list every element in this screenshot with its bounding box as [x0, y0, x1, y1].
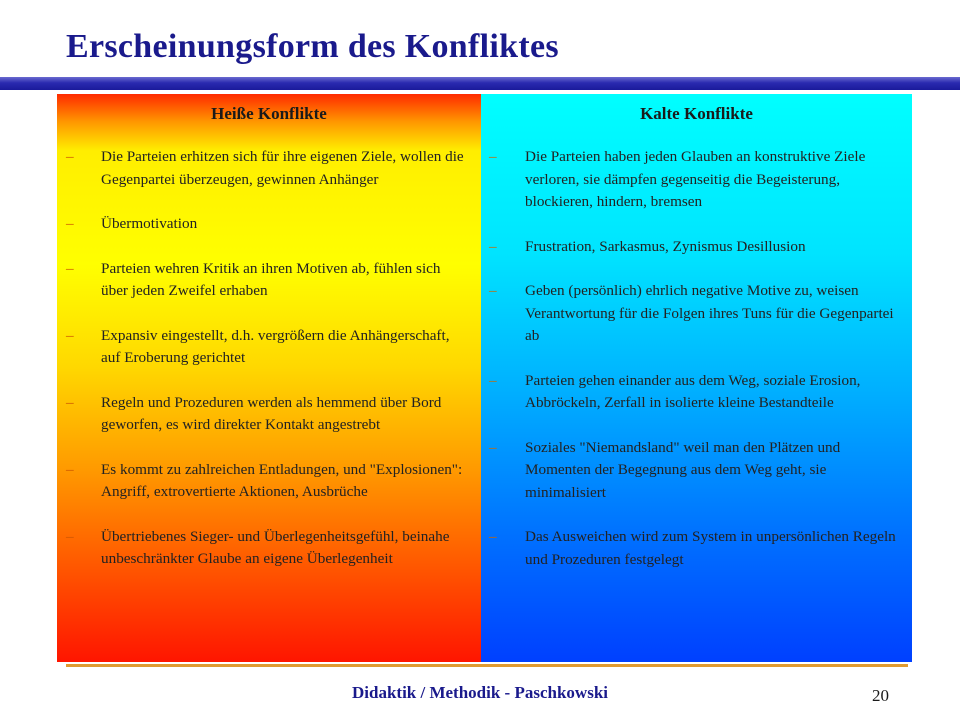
list-item	[57, 258, 481, 303]
slide-title: Erscheinungsform des Konfliktes	[66, 28, 559, 65]
bullet-dash: –	[66, 259, 74, 277]
bullet-dash: –	[489, 438, 497, 456]
bullet-dash: –	[489, 237, 497, 255]
list-item-text: Es kommt zu zahlreichen Entladungen, und "Explosionen": Angriff, extrovertierte Aktionen, Ausbrüche	[101, 460, 463, 500]
bullet-dash: –	[489, 528, 497, 545]
hot-conflicts-list	[57, 146, 481, 593]
list-item-text: Parteien wehren Kritik an ihren Motiven ab, fühlen sich über jeden Zweifel erhaben	[101, 259, 441, 299]
list-item	[57, 325, 481, 370]
hot-conflicts-panel	[57, 94, 481, 662]
footer-text: Didaktik / Methodik - Paschkowski	[352, 683, 608, 702]
bullet-dash: –	[66, 460, 74, 478]
bullet-dash: –	[489, 282, 497, 299]
list-item	[481, 280, 912, 348]
list-item-text: Soziales "Niemandsland" weil man den Plätzen und Momenten der Begegnung aus dem Weg geht, sie minimalisiert	[525, 438, 841, 501]
title-accent-bar	[0, 77, 960, 90]
bullet-dash: –	[66, 393, 74, 411]
footer-divider	[66, 664, 908, 667]
list-item-text: Übermotivation	[101, 215, 198, 232]
list-item	[57, 392, 481, 437]
list-item-text: Frustration, Sarkasmus, Zynismus Desillusion	[525, 237, 806, 255]
list-item	[481, 146, 912, 214]
hot-conflicts-heading: Heiße Konflikte	[211, 104, 327, 123]
list-item-text: Die Parteien erhitzen sich für ihre eigenen Ziele, wollen die Gegenpartei überzeugen, gewinnen Anhänger	[101, 148, 464, 188]
list-item	[481, 437, 912, 505]
list-item-text: Die Parteien haben jeden Glauben an konstruktive Ziele verloren, sie dämpfen gegenseitig die Begeisterung, blockieren, hindern, bremsen	[525, 148, 866, 210]
bullet-dash: –	[66, 527, 74, 545]
page-number: 20	[872, 686, 889, 705]
list-item-text: Übertriebenes Sieger- und Überlegenheitsgefühl, beinahe unbeschränkter Glaube an eigene Überlegenheit	[101, 527, 450, 567]
bullet-dash: –	[66, 215, 74, 232]
cold-conflicts-heading: Kalte Konflikte	[640, 104, 753, 123]
bullet-dash: –	[489, 148, 497, 165]
list-item	[57, 146, 481, 191]
list-item	[57, 459, 481, 504]
list-item	[57, 526, 481, 571]
list-item-text: Geben (persönlich) ehrlich negative Motive zu, weisen Verantwortung für die Folgen ihres Tuns für die Gegenpartei ab	[525, 282, 894, 344]
list-item	[481, 370, 912, 415]
bullet-dash: –	[66, 148, 74, 165]
list-item	[481, 236, 912, 259]
cold-conflicts-panel	[481, 94, 912, 662]
list-item-text: Expansiv eingestellt, d.h. vergrößern die Anhängerschaft, auf Eroberung gerichtet	[101, 326, 450, 366]
list-item	[481, 526, 912, 571]
cold-conflicts-list	[481, 146, 912, 593]
list-item-text: Parteien gehen einander aus dem Weg, soziale Erosion, Abbröckeln, Zerfall in isolierte kleine Bestandteile	[525, 371, 861, 411]
list-item-text: Das Ausweichen wird zum System in unpersönlichen Regeln und Prozeduren festgelegt	[525, 528, 896, 568]
list-item	[57, 213, 481, 236]
list-item-text: Regeln und Prozeduren werden als hemmend über Bord geworfen, es wird direkter Kontakt angestrebt	[101, 393, 442, 433]
bullet-dash: –	[489, 371, 497, 389]
bullet-dash: –	[66, 326, 74, 344]
